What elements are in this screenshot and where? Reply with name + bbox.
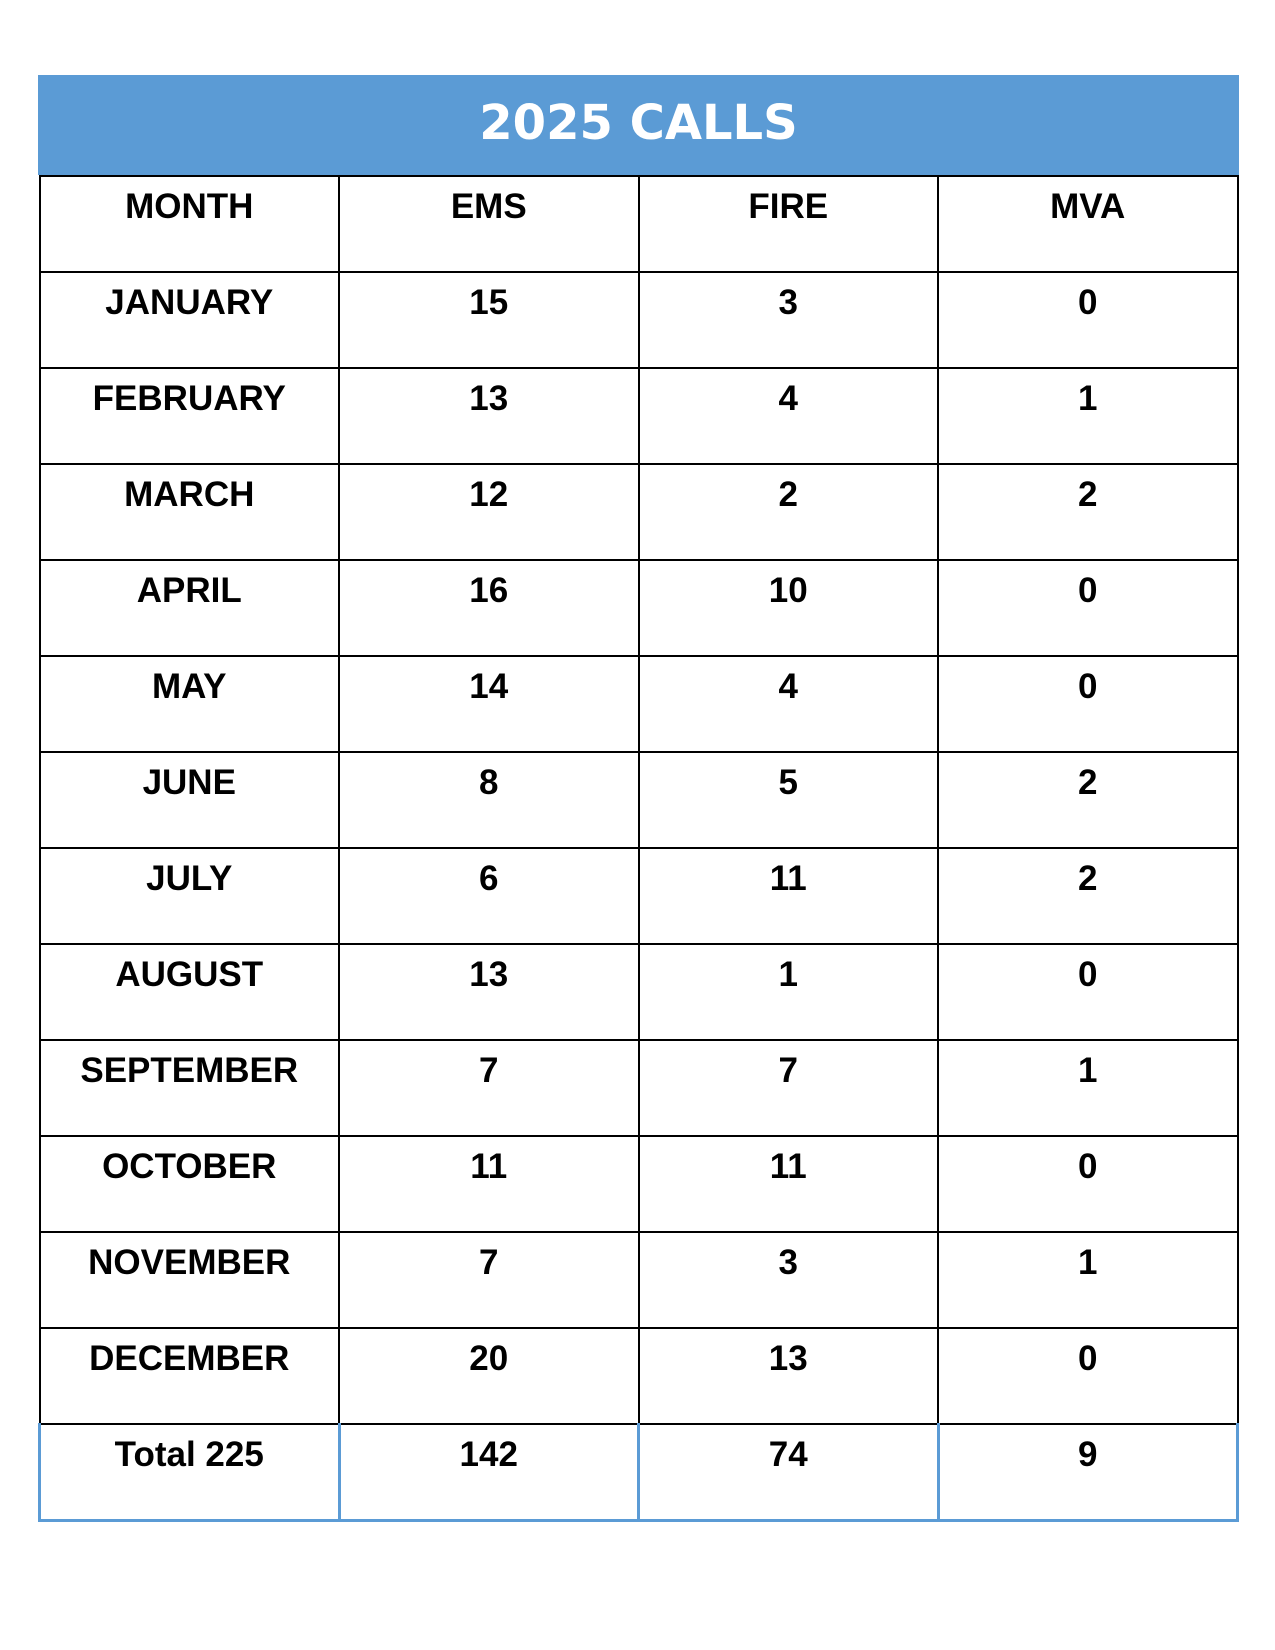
header-fire: FIRE xyxy=(639,176,939,272)
cell-mva: 1 xyxy=(938,368,1238,464)
table-row xyxy=(40,272,1238,368)
cell-fire: 4 xyxy=(639,368,939,464)
cell-mva: 0 xyxy=(938,272,1238,368)
cell-mva: 0 xyxy=(938,656,1238,752)
cell-mva: 0 xyxy=(938,1328,1238,1424)
cell-fire: 3 xyxy=(639,272,939,368)
cell-fire: 11 xyxy=(639,848,939,944)
table-row xyxy=(40,1232,1238,1328)
cell-ems: 14 xyxy=(339,656,639,752)
cell-ems: 12 xyxy=(339,464,639,560)
table-row xyxy=(40,656,1238,752)
cell-month: OCTOBER xyxy=(40,1136,340,1232)
cell-fire: 10 xyxy=(639,560,939,656)
cell-month: JANUARY xyxy=(40,272,340,368)
table-row xyxy=(40,1136,1238,1232)
table-row xyxy=(40,464,1238,560)
cell-mva: 2 xyxy=(938,464,1238,560)
table-row xyxy=(40,560,1238,656)
cell-ems: 20 xyxy=(339,1328,639,1424)
cell-fire: 4 xyxy=(639,656,939,752)
total-fire: 74 xyxy=(639,1424,939,1520)
total-mva: 9 xyxy=(938,1424,1238,1520)
table-row xyxy=(40,1328,1238,1424)
cell-ems: 16 xyxy=(339,560,639,656)
calls-table xyxy=(38,175,1239,1522)
table-title: 2025 CALLS xyxy=(38,75,1239,175)
cell-month: JUNE xyxy=(40,752,340,848)
cell-month: MAY xyxy=(40,656,340,752)
table-row xyxy=(40,752,1238,848)
cell-month: APRIL xyxy=(40,560,340,656)
table-row xyxy=(40,368,1238,464)
cell-mva: 1 xyxy=(938,1040,1238,1136)
cell-ems: 8 xyxy=(339,752,639,848)
cell-month: SEPTEMBER xyxy=(40,1040,340,1136)
total-row xyxy=(40,1424,1238,1520)
table-row xyxy=(40,848,1238,944)
table-row xyxy=(40,944,1238,1040)
cell-month: NOVEMBER xyxy=(40,1232,340,1328)
cell-ems: 13 xyxy=(339,944,639,1040)
header-ems: EMS xyxy=(339,176,639,272)
cell-ems: 13 xyxy=(339,368,639,464)
cell-mva: 0 xyxy=(938,944,1238,1040)
cell-fire: 5 xyxy=(639,752,939,848)
cell-mva: 2 xyxy=(938,752,1238,848)
cell-ems: 6 xyxy=(339,848,639,944)
cell-ems: 11 xyxy=(339,1136,639,1232)
cell-month: JULY xyxy=(40,848,340,944)
cell-month: MARCH xyxy=(40,464,340,560)
cell-fire: 13 xyxy=(639,1328,939,1424)
cell-ems: 15 xyxy=(339,272,639,368)
cell-mva: 1 xyxy=(938,1232,1238,1328)
cell-month: FEBRUARY xyxy=(40,368,340,464)
header-month: MONTH xyxy=(40,176,340,272)
cell-fire: 11 xyxy=(639,1136,939,1232)
calls-sheet xyxy=(38,75,1239,1522)
total-label: Total 225 xyxy=(40,1424,340,1520)
cell-ems: 7 xyxy=(339,1040,639,1136)
table-row xyxy=(40,1040,1238,1136)
cell-fire: 7 xyxy=(639,1040,939,1136)
cell-fire: 3 xyxy=(639,1232,939,1328)
cell-month: DECEMBER xyxy=(40,1328,340,1424)
cell-month: AUGUST xyxy=(40,944,340,1040)
total-ems: 142 xyxy=(339,1424,639,1520)
cell-ems: 7 xyxy=(339,1232,639,1328)
header-row xyxy=(40,176,1238,272)
cell-mva: 2 xyxy=(938,848,1238,944)
cell-mva: 0 xyxy=(938,1136,1238,1232)
cell-fire: 2 xyxy=(639,464,939,560)
cell-mva: 0 xyxy=(938,560,1238,656)
header-mva: MVA xyxy=(938,176,1238,272)
cell-fire: 1 xyxy=(639,944,939,1040)
